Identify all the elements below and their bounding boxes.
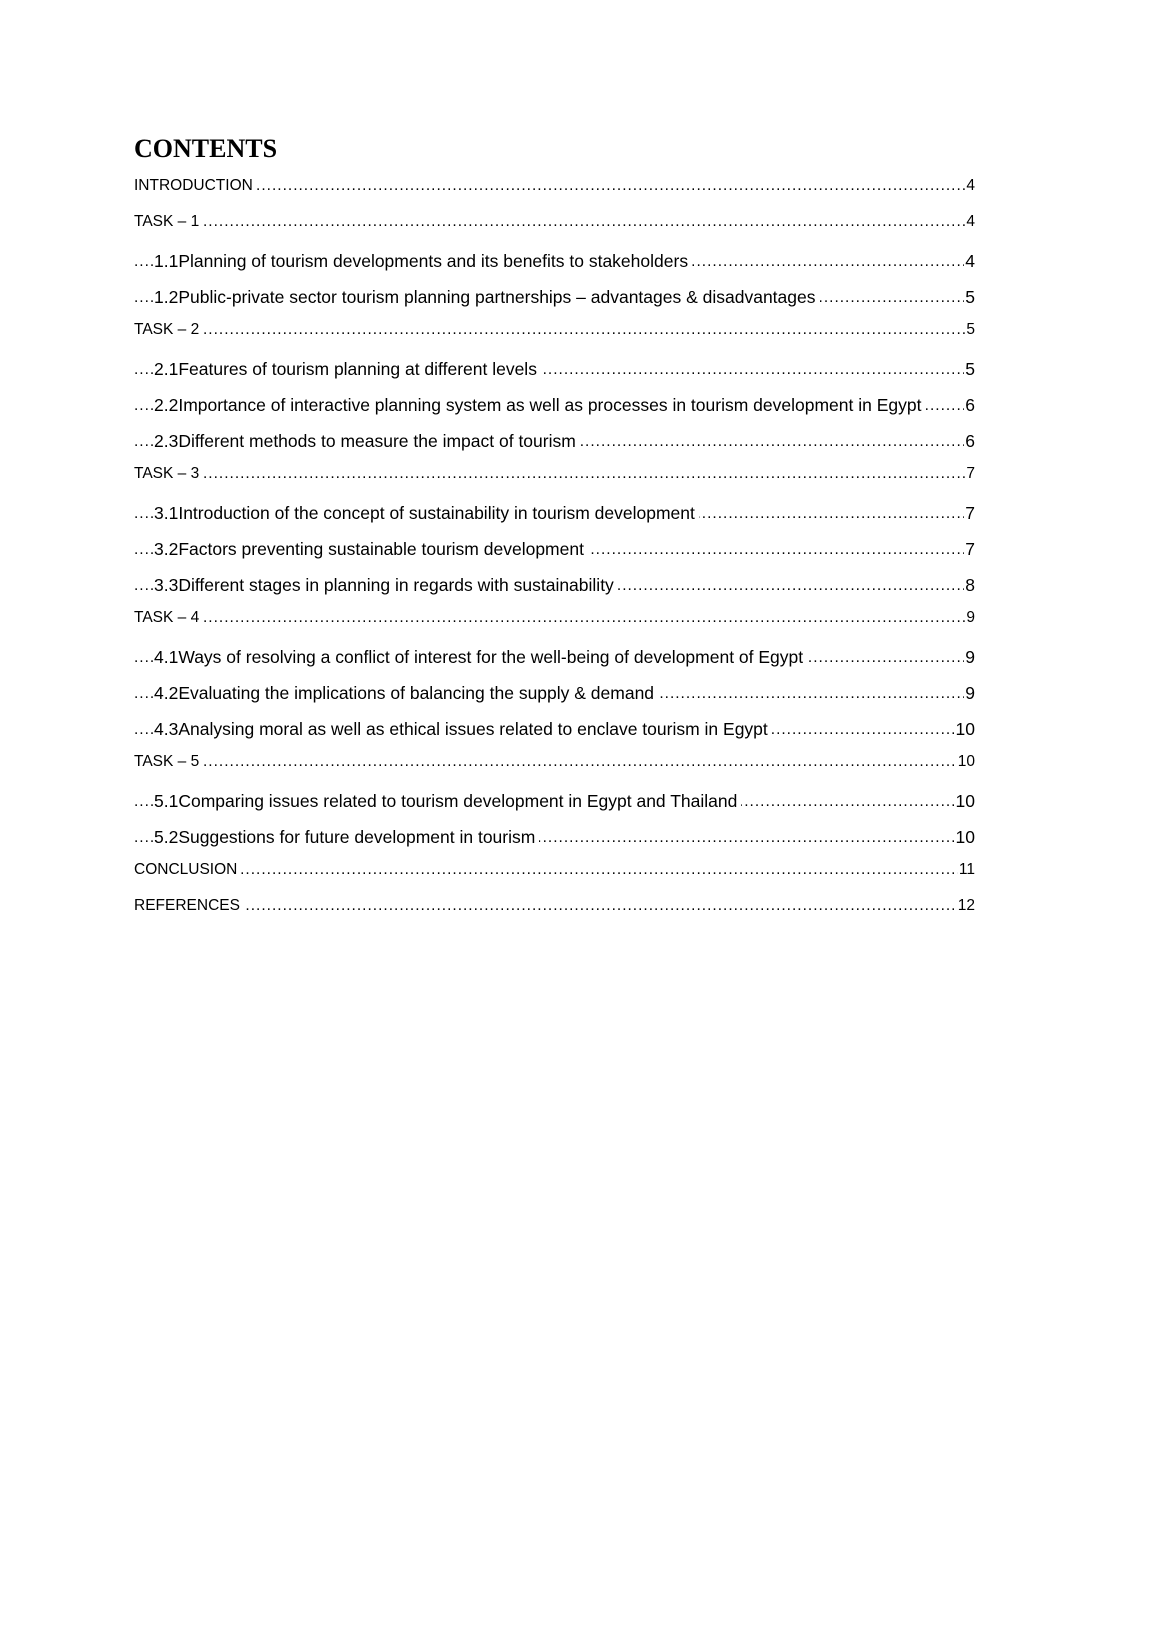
toc-entry[interactable] xyxy=(134,896,975,916)
toc-entry-page: 12 xyxy=(957,897,975,914)
toc-entry[interactable] xyxy=(134,788,975,815)
toc-entry-title: 1.1Planning of tourism developments and its benefits to stakeholders xyxy=(154,251,692,271)
toc-entry-title: 4.2Evaluating the implications of balancing the supply & demand xyxy=(154,683,658,703)
toc-entry[interactable] xyxy=(134,644,975,671)
toc-entry-title: TASK – 4 xyxy=(134,609,203,626)
toc-entry[interactable] xyxy=(134,320,975,340)
toc-entry-title: REFERENCES xyxy=(134,897,244,914)
toc-entry-page: 5 xyxy=(966,321,975,338)
document-page xyxy=(134,134,975,932)
toc-entry[interactable] xyxy=(134,500,975,527)
toc-entry-page: 4 xyxy=(966,177,975,194)
toc-entry[interactable] xyxy=(134,428,975,455)
toc-entry-page: 8 xyxy=(964,572,975,599)
toc-entry-page: 7 xyxy=(964,536,975,563)
toc-entry-page: 10 xyxy=(955,788,975,815)
toc-entry[interactable] xyxy=(134,680,975,707)
toc-entry-title: 2.3Different methods to measure the impact of tourism xyxy=(154,431,580,451)
toc-entry[interactable] xyxy=(134,176,975,196)
toc-entry-page: 10 xyxy=(955,824,975,851)
toc-entry-page: 4 xyxy=(964,248,975,275)
toc-entry[interactable] xyxy=(134,572,975,599)
toc-entry[interactable] xyxy=(134,392,975,419)
toc-entry-title: 3.2Factors preventing sustainable tourism development xyxy=(154,539,588,559)
toc-entry-title: 1.2Public-private sector tourism planning partnerships – advantages & disadvantages xyxy=(154,287,820,307)
toc-entry-title: INTRODUCTION xyxy=(134,177,257,194)
toc-entry[interactable] xyxy=(134,284,975,311)
toc-entry-title: 5.2Suggestions for future development in tourism xyxy=(154,827,539,847)
toc-entry-title: 3.1Introduction of the concept of sustainability in tourism development xyxy=(154,503,699,523)
toc-entry[interactable] xyxy=(134,752,975,772)
toc-entry-page: 6 xyxy=(964,428,975,455)
toc-entry-title: 4.1Ways of resolving a conflict of interest for the well-being of development of Egypt xyxy=(154,647,807,667)
toc-entry[interactable] xyxy=(134,248,975,275)
toc-entry-title: 4.3Analysing moral as well as ethical issues related to enclave tourism in Egypt xyxy=(154,719,772,739)
toc-entry-page: 9 xyxy=(966,609,975,626)
toc-entry-title: 2.1Features of tourism planning at different levels xyxy=(154,359,541,379)
toc-entry[interactable] xyxy=(134,464,975,484)
toc-entry-title: 2.2Importance of interactive planning system as well as processes in tourism development in Egypt xyxy=(154,395,925,415)
toc-entry-page: 10 xyxy=(957,753,975,770)
toc-entry-page: 11 xyxy=(958,861,975,878)
table-of-contents xyxy=(134,176,975,916)
toc-entry[interactable] xyxy=(134,716,975,743)
toc-entry-page: 7 xyxy=(964,500,975,527)
toc-entry-title: TASK – 5 xyxy=(134,753,203,770)
toc-entry[interactable] xyxy=(134,536,975,563)
toc-entry-title: 3.3Different stages in planning in regards with sustainability xyxy=(154,575,618,595)
contents-heading: CONTENTS xyxy=(134,134,278,163)
toc-entry-page: 5 xyxy=(964,356,975,383)
toc-entry-page: 10 xyxy=(955,716,975,743)
toc-entry-page: 7 xyxy=(966,465,975,482)
toc-entry-page: 9 xyxy=(964,644,975,671)
toc-entry[interactable] xyxy=(134,212,975,232)
toc-entry-title: TASK – 3 xyxy=(134,465,203,482)
toc-entry-title: CONCLUSION xyxy=(134,861,241,878)
toc-entry-page: 4 xyxy=(966,213,975,230)
toc-entry-title: TASK – 2 xyxy=(134,321,203,338)
toc-entry-page: 9 xyxy=(964,680,975,707)
toc-entry[interactable] xyxy=(134,608,975,628)
toc-entry-title: 5.1Comparing issues related to tourism development in Egypt and Thailand xyxy=(154,791,741,811)
toc-entry[interactable] xyxy=(134,824,975,851)
toc-entry[interactable] xyxy=(134,356,975,383)
toc-entry[interactable] xyxy=(134,860,975,880)
toc-entry-page: 5 xyxy=(964,284,975,311)
toc-entry-page: 6 xyxy=(964,392,975,419)
toc-entry-title: TASK – 1 xyxy=(134,213,203,230)
